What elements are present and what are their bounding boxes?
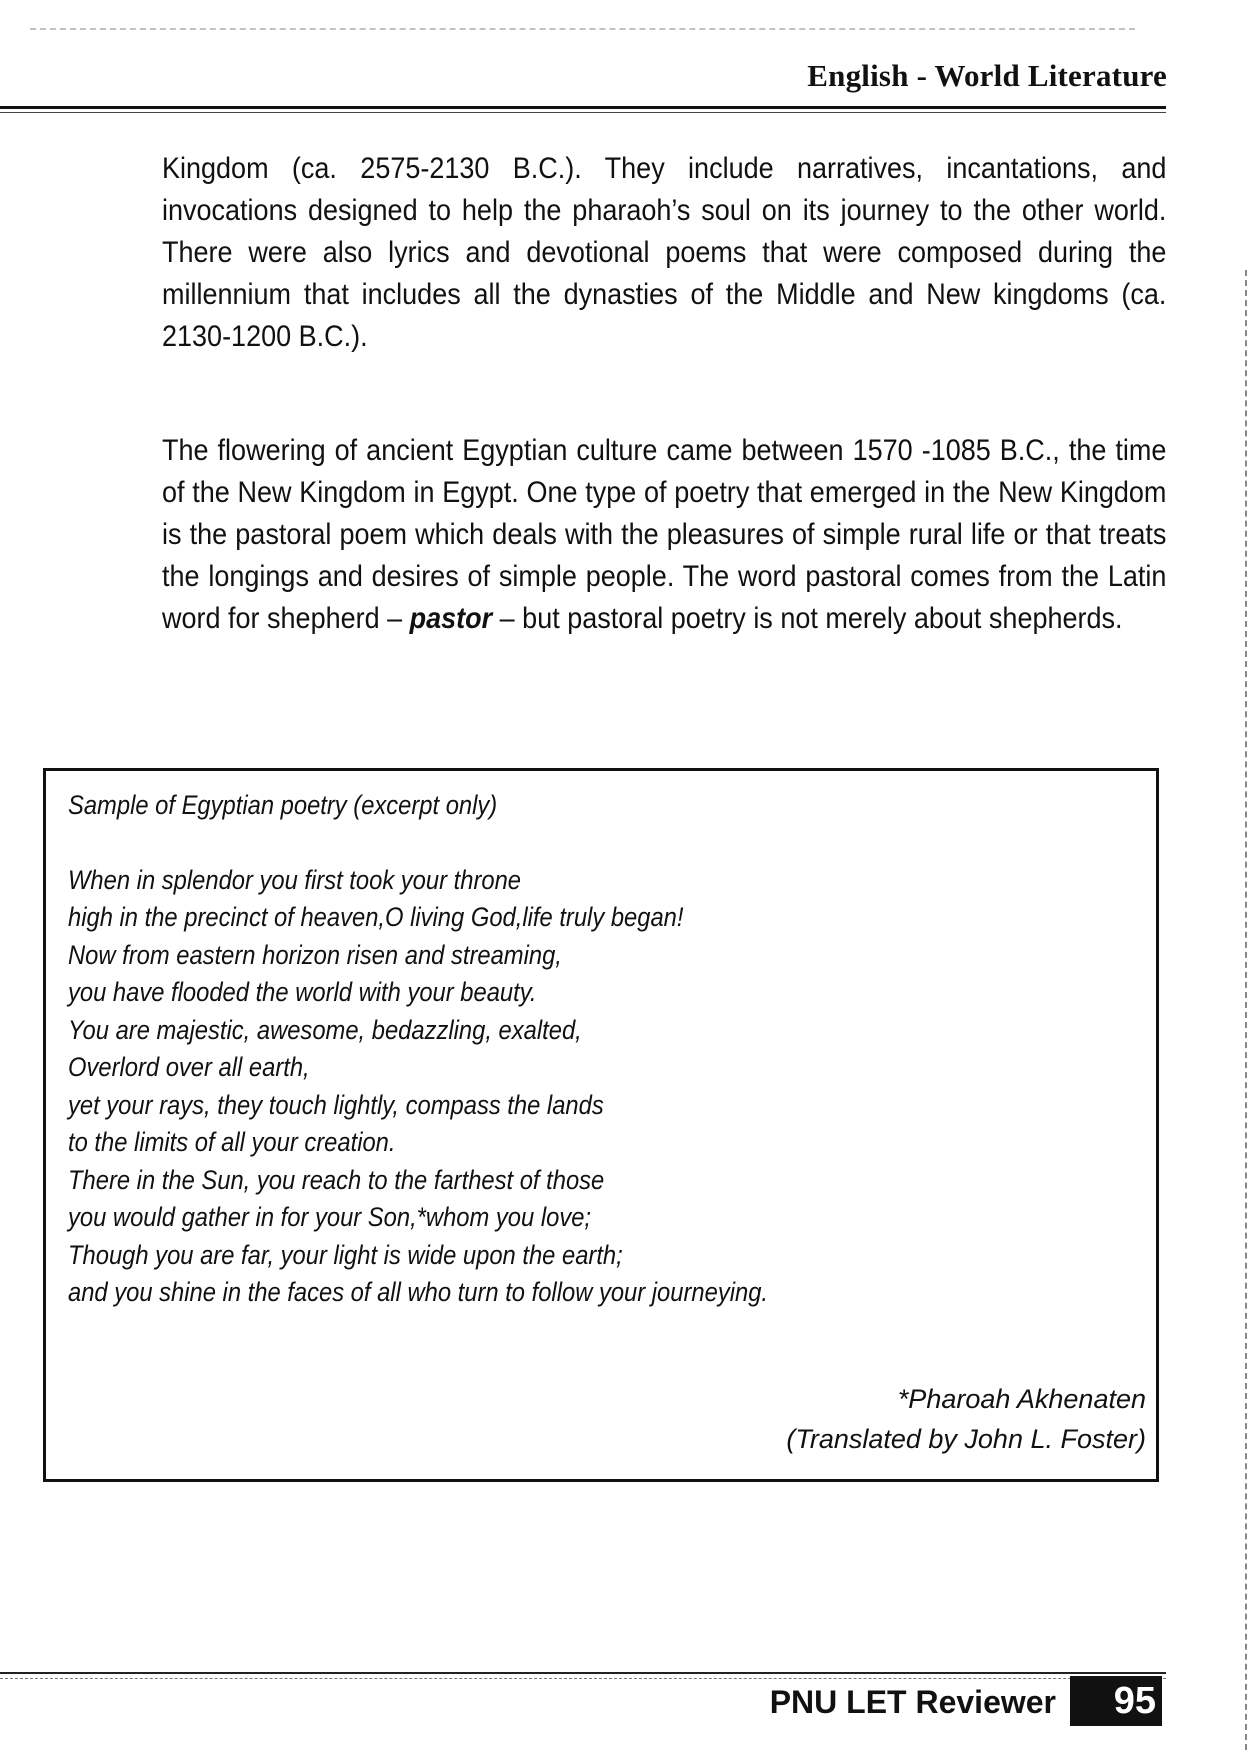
poem-author: *Pharoah Akhenaten (897, 1384, 1146, 1414)
poem-content (68, 787, 1146, 1312)
poem-line: Now from eastern horizon risen and streaming, (68, 939, 562, 970)
footer-rule (0, 1672, 1166, 1674)
poem-box-title: Sample of Egyptian poetry (excerpt only) (68, 790, 498, 820)
header-rule-secondary (0, 112, 1166, 113)
footer-book-title: PNU LET Reviewer (769, 1684, 1056, 1720)
poem-line: you have flooded the world with your beauty. (68, 977, 537, 1007)
page-number-badge: 95 (1070, 1676, 1162, 1726)
poem-line: When in splendor you first took your throne (68, 864, 522, 895)
poem-translator: (Translated by John L. Foster) (786, 1424, 1146, 1454)
poem-line: There in the Sun, you reach to the farthest of those (68, 1164, 605, 1195)
poem-line: You are majestic, awesome, bedazzling, exalted, (68, 1014, 582, 1045)
poem-attribution (786, 1379, 1146, 1459)
paragraph-1: Kingdom (ca. 2575-2130 B.C.). They include narratives, incantations, and invocations designed to help the pharaoh’s soul on its journey to the other world. There were also lyrics and devotional poems that were composed during the millennium that includes all the dynasties of the Middle and New kingdoms (ca. 2130-1200 B.C.). (162, 152, 1167, 353)
scan-top-artifact (30, 28, 1135, 30)
poem-line: yet your rays, they touch lightly, compass the lands (68, 1089, 604, 1120)
poem-line: and you shine in the faces of all who turn to follow your journeying. (68, 1277, 769, 1307)
poem-sample-box (43, 768, 1159, 1482)
emphasis-pastor: pastor (409, 602, 493, 635)
footer-rule-secondary (0, 1678, 1166, 1679)
paragraph-2 (162, 430, 1166, 640)
paragraph-2-text-b: – but pastoral poetry is not merely about shepherds. (492, 602, 1123, 635)
header-rule (0, 106, 1166, 109)
paragraph-2-text-a: The flowering of ancient Egyptian culture came between 1570 -1085 B.C., the time of the New Kingdom in Egypt. One type of poetry that emerged in the New Kingdom is the pastoral poem which deals with the pleasures of simple rural life or that treats the longings and desires of simple people. The word pastoral comes from the Latin word for shepherd – (162, 434, 1167, 635)
poem-line: to the limits of all your creation. (68, 1127, 396, 1157)
poem-line: high in the precinct of heaven,O living God,life truly began! (68, 902, 684, 932)
poem-line: Though you are far, your light is wide upon the earth; (68, 1239, 623, 1270)
poem-line: you would gather in for your Son,*whom you love; (68, 1202, 592, 1232)
scan-edge-artifact (1245, 270, 1247, 1750)
poem-line: Overlord over all earth, (68, 1052, 310, 1082)
running-header: English - World Literature (807, 58, 1167, 93)
